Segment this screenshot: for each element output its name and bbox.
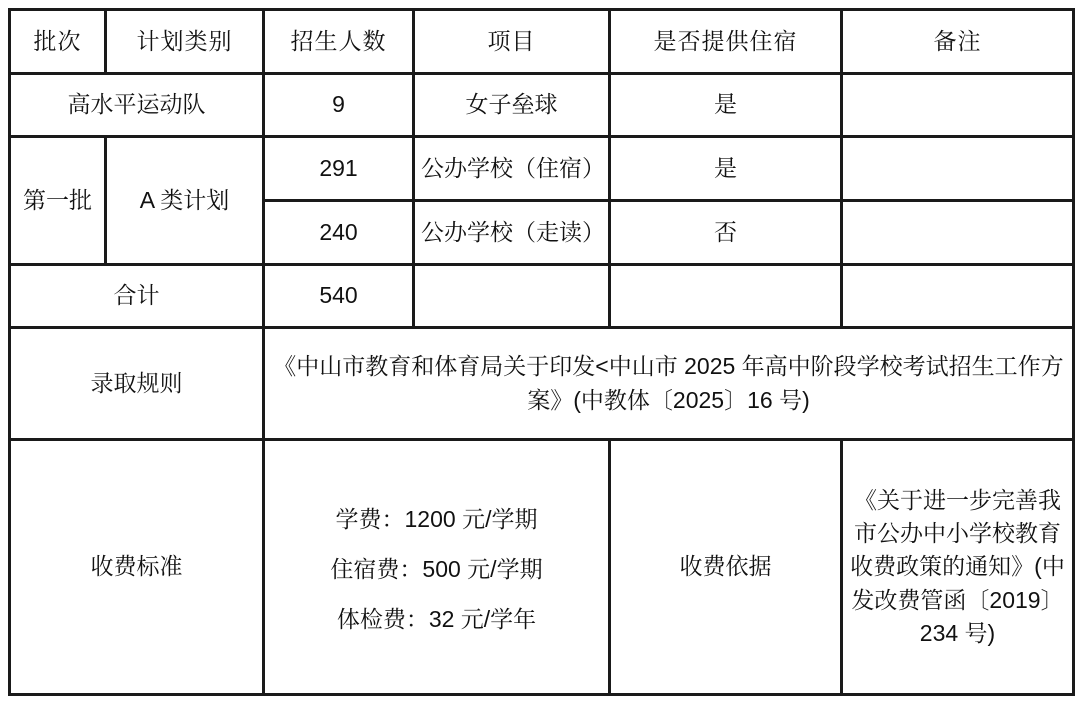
row-label-plan-type-a: A 类计划: [106, 137, 264, 264]
cell-count-plan-a-boarding: 291: [264, 137, 414, 201]
cell-project-total: [414, 264, 610, 328]
cell-remark-total: [842, 264, 1074, 328]
admission-plan-table: [8, 8, 1075, 696]
cell-fee-items: [264, 439, 610, 694]
cell-count-high-level-sports: 9: [264, 73, 414, 137]
row-label-admission-rule: 录取规则: [10, 328, 264, 440]
column-header-plan-type: 计划类别: [106, 10, 264, 74]
cell-remark-plan-a-boarding: [842, 137, 1074, 201]
cell-boarding-plan-a-day: 否: [610, 200, 842, 264]
cell-count-total: 540: [264, 264, 414, 328]
fee-item-medical-exam: 体检费：32 元/学年: [336, 605, 537, 632]
cell-fee-basis-text: 《关于进一步完善我市公办中小学校教育收费政策的通知》(中发改费管函〔2019〕234 号): [842, 439, 1074, 694]
cell-boarding-high-level-sports: 是: [610, 73, 842, 137]
row-label-fee-standard: 收费标准: [10, 439, 264, 694]
table-row-admission-rule: [10, 328, 1074, 440]
column-header-project: 项目: [414, 10, 610, 74]
cell-count-plan-a-day: 240: [264, 200, 414, 264]
cell-remark-high-level-sports: [842, 73, 1074, 137]
column-header-boarding: 是否提供住宿: [610, 10, 842, 74]
fee-item-boarding: 住宿费：500 元/学期: [330, 555, 543, 582]
column-header-remark: 备注: [842, 10, 1074, 74]
cell-project-high-level-sports: 女子垒球: [414, 73, 610, 137]
cell-project-plan-a-boarding: 公办学校（住宿）: [414, 137, 610, 201]
row-label-batch-one: 第一批: [10, 137, 106, 264]
table-row-total: [10, 264, 1074, 328]
table-row-fees: [10, 439, 1074, 694]
cell-fee-basis-label: 收费依据: [610, 439, 842, 694]
table-row: [10, 73, 1074, 137]
row-label-high-level-sports: 高水平运动队: [10, 73, 264, 137]
table-header-row: [10, 10, 1074, 74]
cell-boarding-plan-a-boarding: 是: [610, 137, 842, 201]
fee-item-tuition: 学费：1200 元/学期: [335, 506, 538, 533]
cell-project-plan-a-day: 公办学校（走读）: [414, 200, 610, 264]
cell-remark-plan-a-day: [842, 200, 1074, 264]
cell-boarding-total: [610, 264, 842, 328]
column-header-enrollment-count: 招生人数: [264, 10, 414, 74]
column-header-batch: 批次: [10, 10, 106, 74]
table-row: [10, 137, 1074, 201]
cell-admission-rule-text: 《中山市教育和体育局关于印发<中山市 2025 年高中阶段学校考试招生工作方案》(中教体〔2025〕16 号): [264, 328, 1074, 440]
row-label-total: 合计: [10, 264, 264, 328]
